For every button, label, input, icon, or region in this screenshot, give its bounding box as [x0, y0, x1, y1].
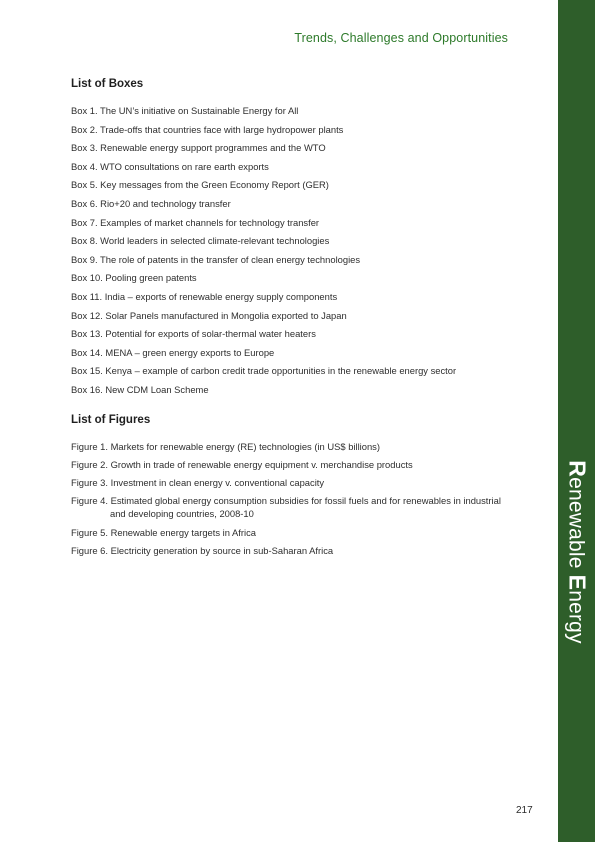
chapter-side-tab — [558, 0, 595, 842]
boxes-list — [71, 102, 521, 400]
list-item — [71, 492, 521, 524]
list-item-continuation: and developing countries, 2008-10 — [110, 508, 254, 519]
chapter-label-text-2: nergy — [564, 590, 587, 644]
list-item: Box 15. Kenya – example of carbon credit trade opportunities in the renewable energy sector — [71, 365, 457, 377]
boxes-heading: List of Boxes — [71, 78, 144, 90]
list-item: Figure 3. Investment in clean energy v. conventional capacity — [71, 476, 325, 488]
list-item: Box 1. The UN’s initiative on Sustainable Energy for All — [71, 105, 299, 116]
list-item: Figure 1. Markets for renewable energy (RE) technologies (in US$ billions) — [71, 440, 380, 452]
list-item: Box 10. Pooling green patents — [71, 272, 197, 284]
list-item: Box 9. The role of patents in the transfer of clean energy technologies — [71, 253, 361, 265]
figures-list — [71, 438, 521, 560]
chapter-label — [563, 460, 590, 643]
chapter-label-text-1: enewable — [564, 477, 587, 575]
list-item: Figure 2. Growth in trade of renewable energy equipment v. merchandise products — [71, 458, 413, 470]
figures-section — [71, 414, 521, 560]
list-item: Box 14. MENA – green energy exports to Europe — [71, 346, 275, 358]
list-item: Box 5. Key messages from the Green Economy Report (GER) — [71, 179, 329, 191]
list-item: Figure 5. Renewable energy targets in Africa — [71, 526, 256, 538]
list-item: Box 16. New CDM Loan Scheme — [71, 383, 209, 395]
list-item: Box 11. India – exports of renewable energy supply components — [71, 290, 338, 302]
chapter-label-initial-2: E — [564, 574, 590, 591]
chapter-label-initial-1: R — [564, 460, 590, 478]
boxes-section — [71, 78, 521, 400]
list-item: Box 13. Potential for exports of solar-thermal water heaters — [71, 328, 316, 340]
list-item: Box 3. Renewable energy support programmes and the WTO — [71, 142, 326, 154]
list-item: Box 12. Solar Panels manufactured in Mongolia exported to Japan — [71, 309, 347, 321]
page-number: 217 — [516, 805, 533, 816]
list-item: Box 2. Trade-offs that countries face with large hydropower plants — [71, 123, 344, 135]
list-item: Box 4. WTO consultations on rare earth exports — [71, 160, 269, 172]
running-header: Trends, Challenges and Opportunities — [294, 31, 508, 45]
list-item: Figure 6. Electricity generation by source in sub-Saharan Africa — [71, 544, 334, 556]
figures-heading: List of Figures — [71, 413, 151, 426]
list-item: Box 7. Examples of market channels for technology transfer — [71, 216, 320, 228]
list-item-text: Figure 4. Estimated global energy consumption subsidies for fossil fuels and for renewables in industrial — [71, 494, 501, 506]
list-item: Box 6. Rio+20 and technology transfer — [71, 197, 231, 209]
list-item: Box 8. World leaders in selected climate-relevant technologies — [71, 235, 330, 247]
main-content — [71, 78, 521, 560]
